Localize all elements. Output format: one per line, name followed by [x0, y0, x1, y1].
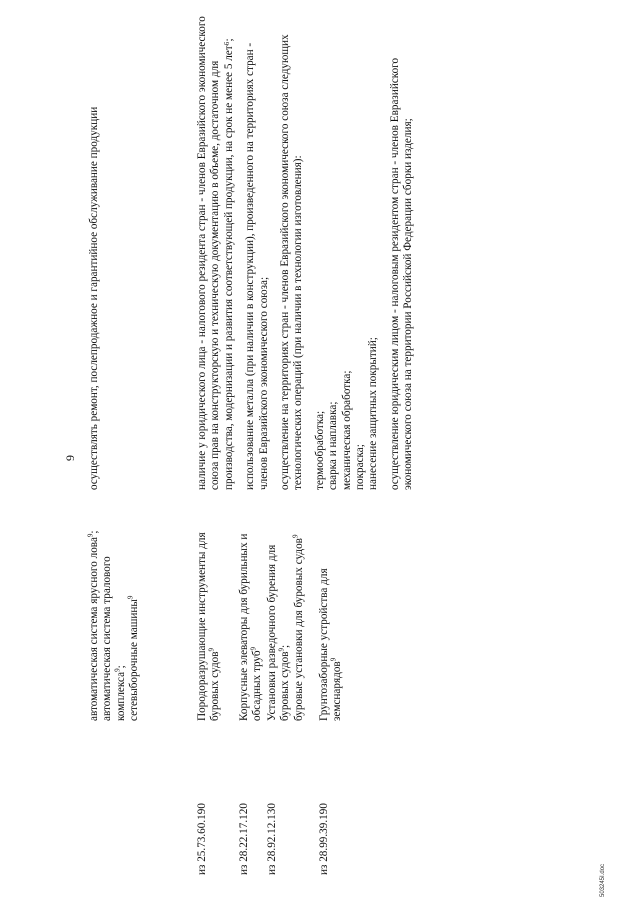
product-name-line: автоматическая система тралового комплекса$^9$;	[101, 556, 127, 721]
paragraph-gap	[306, 12, 314, 490]
product-name-line: Корпусные элеваторы для бурильных и обсадных труб$^9$	[238, 533, 264, 721]
paragraph-gap	[236, 12, 244, 490]
requirements-text	[88, 12, 101, 490]
product-name	[266, 503, 306, 721]
requirement-item: осуществление на территориях стран - членов Евразийского экономического союза следующих технологических операций (при наличии в технологии изготовления):	[279, 34, 305, 490]
footnote-ref: 9	[207, 647, 216, 652]
product-name-line: Установки разведочного бурения для буровых судов$^9$;	[266, 544, 292, 721]
document-filename: 503245I.doc	[600, 863, 606, 897]
product-name	[318, 503, 345, 721]
requirement-item: использование металла (при наличии в конструкции), произведенного на территориях стран - членов Евразийского экономического союза;	[244, 42, 270, 490]
footnote-ref: 9	[86, 533, 95, 538]
requirement-item: осуществление юридическим лицом - налоговым резидентом стран - членов Евразийского экономического союза на территории Российской Федерации сборки изделия;	[388, 57, 415, 490]
footnote-ref: 9	[329, 657, 338, 662]
requirement-item: механическая обработка;	[340, 370, 353, 490]
okpd-code: из 28.92.12.130	[266, 803, 278, 875]
okpd-code: из 25.73.60.190	[196, 803, 208, 875]
product-name	[88, 503, 142, 721]
footnote-ref: 9	[249, 646, 258, 651]
footnote-ref: 9	[291, 534, 300, 539]
product-name-line: сетевыборочные машины$^9$	[126, 595, 141, 721]
product-name-line: Грунтозаборные устройства для земснарядов$^9$	[318, 568, 344, 721]
footnote-ref: 9	[126, 595, 135, 600]
okpd-code: из 28.99.39.190	[318, 803, 330, 875]
product-name	[196, 503, 223, 721]
product-name	[238, 503, 265, 721]
okpd-code: из 28.22.17.120	[238, 803, 250, 875]
requirement-item: покраска;	[354, 444, 367, 490]
product-name-line: буровые установки для буровых судов$^9$	[291, 534, 305, 721]
requirements-text	[196, 12, 416, 490]
paragraph-gap	[381, 12, 389, 490]
footnote-ref: 9	[113, 668, 122, 672]
footnote-ref: 9	[277, 647, 286, 652]
product-name-line: автоматическая система ярусного лова$^9$;	[86, 530, 100, 721]
requirement-item: наличие у юридического лица - налогового резидента стран - членов Евразийского экономического союза прав на конструкторскую и техническую документацию в объеме, достаточном для производства, модернизации и развития соответствующей продукции, на срок не менее 5 лет⁶;	[196, 16, 235, 490]
requirement-item: осуществлять ремонт, послепродажное и гарантийное обслуживание продукции	[88, 106, 100, 490]
paragraph-gap	[271, 12, 279, 490]
requirement-item: термообработка;	[313, 410, 326, 490]
requirement-item: сварка и наплавка;	[327, 401, 340, 490]
product-name-line: Породоразрушающие инструменты для буровых судов$^9$	[196, 532, 222, 721]
page-number: 9	[63, 455, 77, 461]
requirement-item: нанесение защитных покрытий;	[367, 337, 380, 490]
